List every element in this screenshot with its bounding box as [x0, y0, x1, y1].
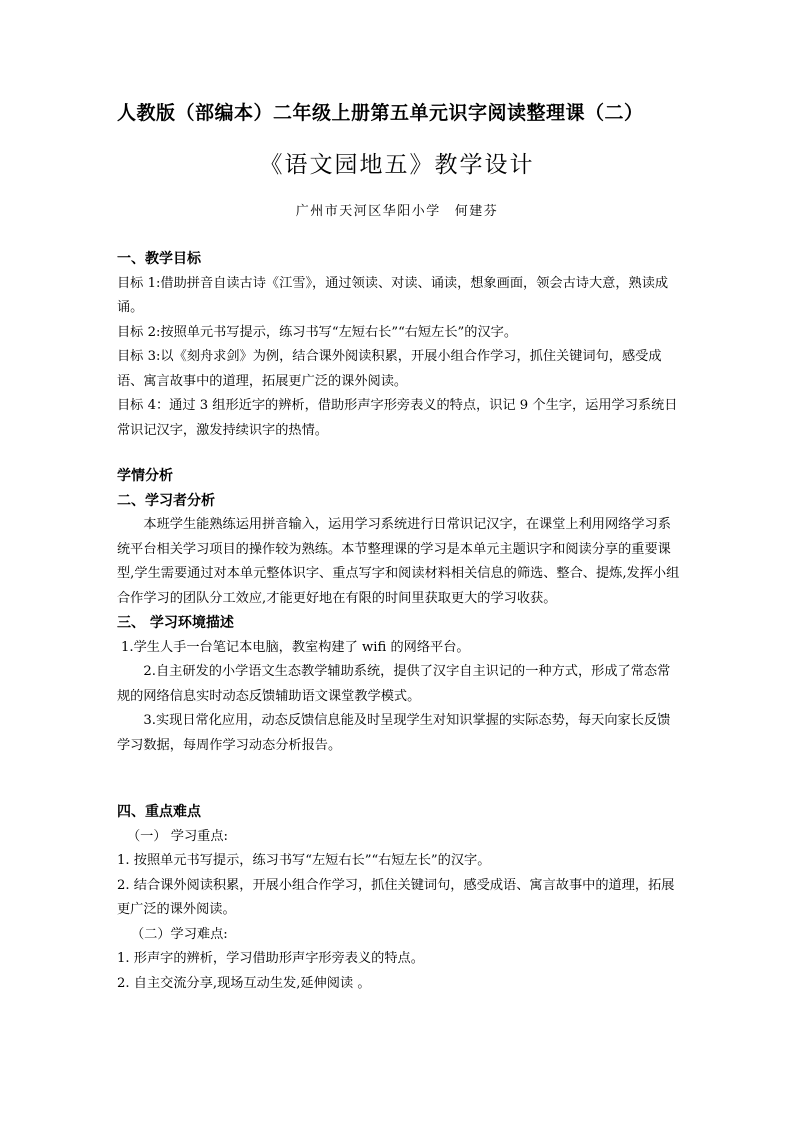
difficulty-item: 1. 形声字的辨析，学习借助形声字形旁表义的特点。	[117, 951, 424, 966]
analysis-section	[117, 464, 682, 758]
environment-item: 1.学生人手一台笔记本电脑，教室构建了 wifi 的网络平台。	[121, 639, 470, 655]
difficulty-item: 2. 自主交流分享,现场互动生发,延伸阅读 。	[117, 975, 371, 991]
objective-item: 目标 2:按照单元书写提示，练习书写“左短右长”“右短左长”的汉字。	[117, 324, 518, 340]
learners-text: 本班学生能熟练运用拼音输入，运用学习系统进行日常识记汉字，在课堂上利用网络学习系统平台相关学习项目的操作较为熟练。本节整理课的学习是本单元主题识字和阅读分享的重要课型,学生需要通过对本单元整体识字、重点写字和阅读材料相关信息的筛选、整合、提炼,发挥小组合作学习的团队分工效应,才能更好地在有限的时间里获取更大的学习收获。	[117, 517, 680, 606]
situation-heading: 学情分析	[117, 468, 173, 484]
document-title: 人教版（部编本）二年级上册第五单元识字阅读整理课（二）	[117, 102, 644, 124]
section-heading: 一、教学目标	[117, 251, 201, 267]
learners-heading: 二、学习者分析	[117, 492, 215, 509]
objective-item: 目标 3:以《刻舟求剑》为例，结合课外阅读积累，开展小组合作学习，抓住关键词句，感受成语、寓言故事中的道理，拓展更广泛的课外阅读。	[117, 349, 662, 389]
keypoint-item: 2. 结合课外阅读积累，开展小组合作学习，抓住关键词句，感受成语、寓言故事中的道理，拓展更广泛的课外阅读。	[117, 877, 675, 917]
author-line	[0, 203, 794, 221]
keypoint-item: 1. 按照单元书写提示，练习书写“左短右长”“右短左长”的汉字。	[117, 853, 491, 868]
environment-item: 2.自主研发的小学语文生态教学辅助系统，提供了汉字自主识记的一种方式，形成了常态常规的网络信息实时动态反馈辅助语文课堂教学模式。	[117, 664, 671, 704]
author-name: 何建芬	[454, 204, 499, 219]
objectives-section	[117, 247, 682, 443]
keypoints-section	[117, 800, 682, 996]
keypoints-sub-heading: （一） 学习重点:	[127, 828, 228, 844]
environment-item: 3.实现日常化应用，动态反馈信息能及时呈现学生对知识掌握的实际态势，每天向家长反馈学习数据，每周作学习动态分析报告。	[117, 713, 671, 753]
author-school: 广州市天河区华阳小学	[295, 204, 441, 219]
keypoints-heading: 四、重点难点	[117, 804, 201, 820]
environment-heading: 三、 学习环境描述	[117, 615, 234, 631]
keypoints-sub-heading: （二）学习难点:	[131, 926, 228, 942]
objective-item: 目标 1:借助拼音自读古诗《江雪》，通过领读、对读、诵读，想象画面，领会古诗大意，熟读成诵。	[117, 275, 669, 315]
document-subtitle: 《语文园地五》教学设计	[259, 152, 535, 178]
objective-item: 目标 4：通过 3 组形近字的辨析，借助形声字形旁表义的特点，识记 9 个生字，运用学习系统日常识记汉字，激发持续识字的热情。	[117, 398, 678, 438]
